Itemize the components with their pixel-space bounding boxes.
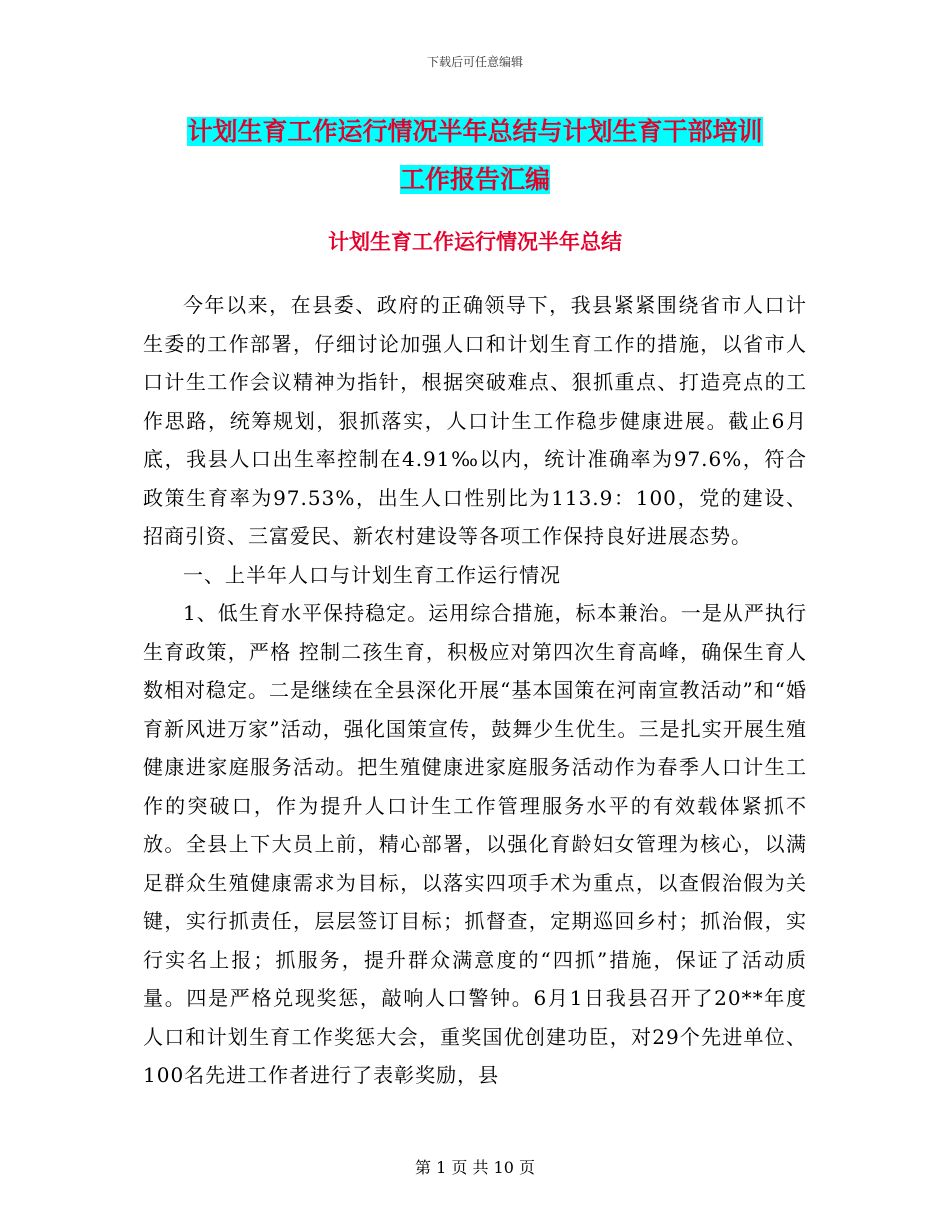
paragraph-intro: 今年以来，在县委、政府的正确领导下，我县紧紧围绕省市人口计生委的工作部署，仔细讨论加强人口和计划生育工作的措施，以省市人口计生工作会议精神为指针，根据突破难点、狠抓重点、打造亮点的工作思路，统筹规划，狠抓落实，人口计生工作稳步健康进展。截止6月底，我县人口出生率控制在4.91‰以内，统计准确率为97.6%，符合政策生育率为97.53%，出生人口性别比为113.9：100，党的建设、招商引资、三富爱民、新农村建设等各项工作保持良好进展态势。 [143, 293, 807, 548]
header-note: 下载后可任意编辑 [426, 55, 523, 69]
paragraph-item-1: 1、低生育水平保持稳定。运用综合措施，标本兼治。一是从严执行生育政策，严格 控制二孩生育，积极应对第四次生育高峰，确保生育人数相对稳定。二是继续在全县深化开展“基本国策在河南宣教活动”和“婚育新风进万家”活动，强化国策宣传，鼓舞少生优生。三是扎实开展生殖健康进家庭服务活动。把生殖健康进家庭服务活动作为春季人口计生工作的突破口，作为提升人口计生工作管理服务水平的有效载体紧抓不放。全县上下大员上前，精心部署，以强化育龄妇女管理为核心，以满足群众生殖健康需求为目标，以落实四项手术为重点，以查假治假为关键，实行抓责任，层层签订目标；抓督查，定期巡回乡村；抓治假，实行实名上报；抓服务，提升群众满意度的“四抓”措施，保证了活动质量。四是严格兑现奖惩，敲响人口警钟。6月1日我县召开了20**年度人口和计划生育工作奖惩大会，重奖国优创建功臣，对29个先进单位、100名先进工作者进行了表彰奖励，县 [143, 601, 807, 1087]
document-title-line-2: 工作报告汇编 [399, 165, 550, 194]
section-title: 计划生育工作运行情况半年总结 [328, 230, 622, 254]
document-title-line-1: 计划生育工作运行情况半年总结与计划生育干部培训 [187, 117, 763, 146]
paragraph-heading-1: 一、上半年人口与计划生育工作运行情况 [183, 562, 561, 587]
page-footer: 第 1 页 共 10 页 [415, 1158, 535, 1177]
document-body [143, 286, 807, 1095]
document-title [140, 108, 810, 204]
